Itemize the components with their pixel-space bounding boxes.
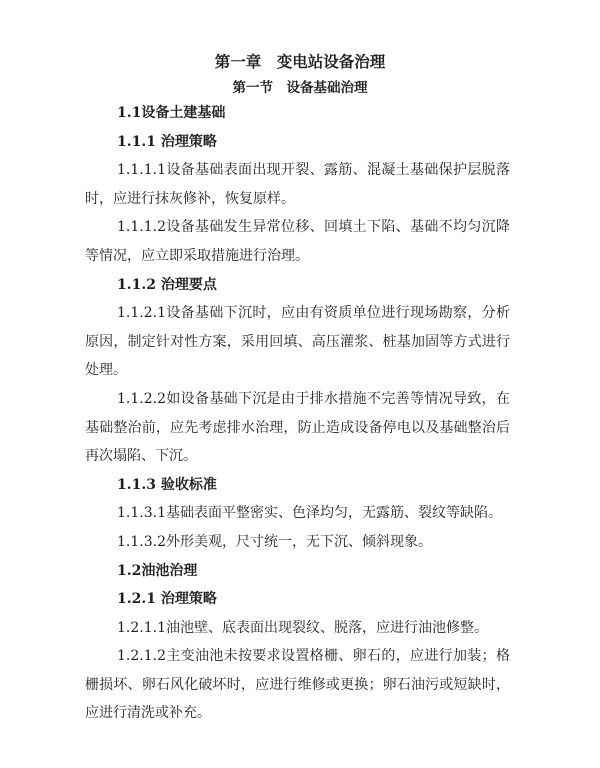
paragraph-line: 原因，制定针对性方案，采用回填、高压灌浆、桩基加固等方式进行 — [85, 333, 510, 350]
paragraph-line: 1.2.1.2主变油池未按要求设置格栅、卵石的，应进行加装；格 — [117, 648, 510, 665]
paragraph-1-1-3-2 — [85, 528, 510, 557]
paragraph-line: 处理。 — [85, 362, 127, 379]
heading-1-1-1: 1.1.1 治理策略 — [117, 133, 217, 150]
paragraph-1-1-1-2 — [85, 213, 510, 270]
paragraph-line: 1.1.3.2外形美观，尺寸统一，无下沉、倾斜现象。 — [117, 533, 432, 550]
paragraph-line: 等情况，应立即采取措施进行治理。 — [85, 247, 309, 264]
paragraph-line: 再次塌陷、下沉。 — [85, 448, 197, 465]
paragraph-1-1-1-1 — [85, 156, 510, 213]
paragraph-line: 1.1.2.1设备基础下沉时，应由有资质单位进行现场勘察，分析 — [117, 305, 510, 322]
paragraph-line: 1.1.2.2如设备基础下沉是由于排水措施不完善等情况导致，在 — [117, 390, 510, 407]
paragraph-line: 1.1.3.1基础表面平整密实、色泽均匀，无露筋、裂纹等缺陷。 — [117, 505, 502, 522]
paragraph-1-2-1-2 — [85, 642, 510, 728]
paragraph-1-1-2-2 — [85, 385, 510, 471]
paragraph-line: 时，应进行抹灰修补，恢复原样。 — [85, 190, 295, 207]
heading-1-2-1: 1.2.1 治理策略 — [117, 591, 217, 608]
heading-1-1: 1.1设备土建基础 — [117, 105, 226, 121]
paragraph-1-1-3-1 — [85, 499, 510, 528]
chapter-title: 第一章 变电站设备治理 — [214, 52, 386, 71]
heading-1-1-3: 1.1.3 验收标准 — [117, 476, 217, 493]
paragraph-line: 基础整治前，应先考虑排水治理，防止造成设备停电以及基础整治后 — [85, 419, 510, 436]
section-title: 第一节 设备基础治理 — [232, 80, 368, 96]
paragraph-line: 1.1.1.2设备基础发生异常位移、回填土下陷、基础不均匀沉降 — [117, 219, 510, 236]
paragraph-1-1-2-1 — [85, 299, 510, 385]
paragraph-line: 栅损坏、卵石风化破坏时，应进行维修或更换；卵石油污或短缺时， — [85, 676, 510, 693]
paragraph-1-2-1-1 — [85, 614, 510, 643]
heading-1-1-2: 1.1.2 治理要点 — [117, 276, 217, 293]
paragraph-line: 1.2.1.1油池壁、底表面出现裂纹、脱落，应进行油池修整。 — [117, 619, 488, 636]
paragraph-line: 应进行清洗或补充。 — [85, 705, 211, 722]
heading-1-2: 1.2油池治理 — [117, 562, 198, 579]
document-body — [85, 99, 510, 728]
paragraph-line: 1.1.1.1设备基础表面出现开裂、露筋、混凝土基础保护层脱落 — [117, 162, 510, 179]
